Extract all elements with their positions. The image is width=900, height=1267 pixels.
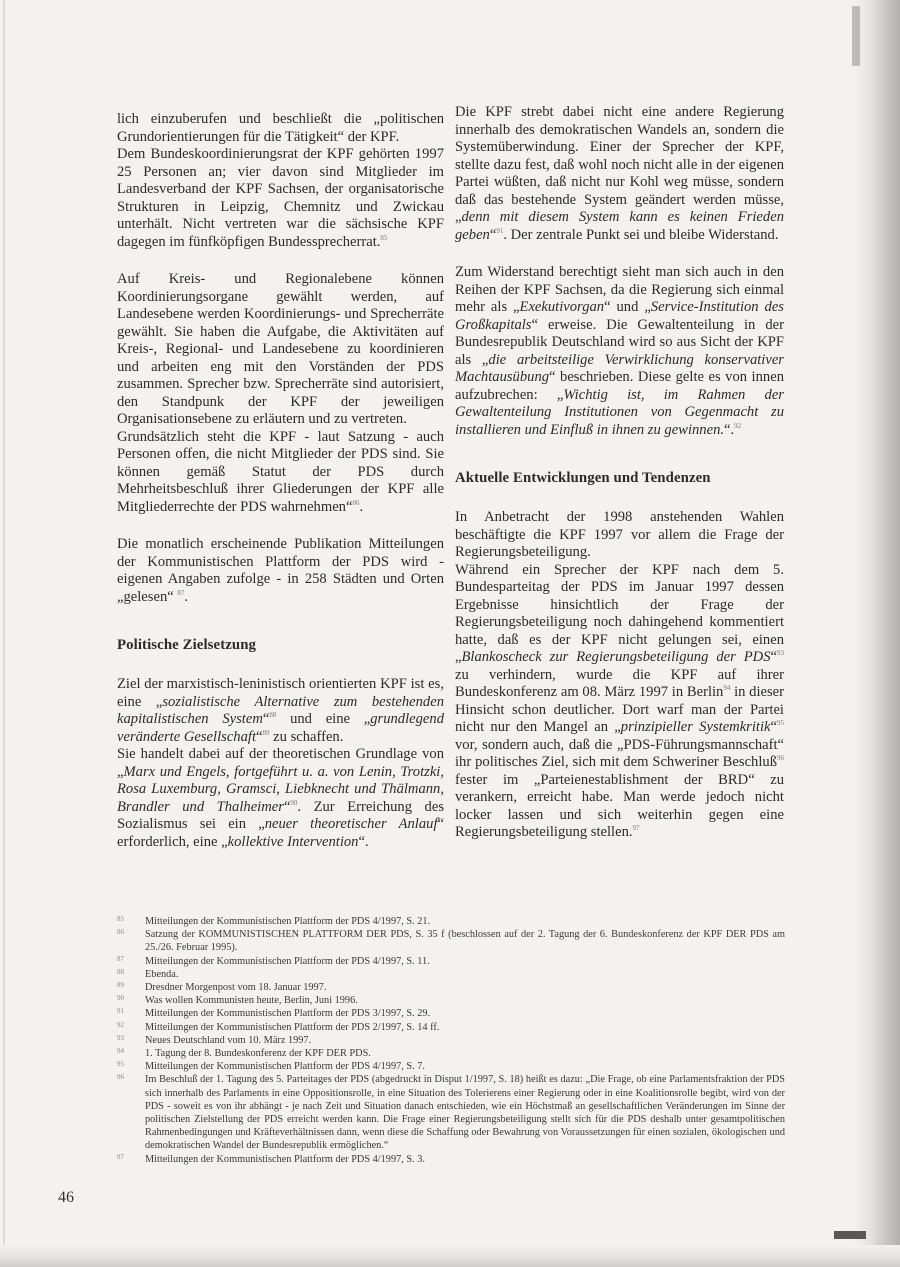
- paragraph: Während ein Sprecher der KPF nach dem 5. Bundesparteitag der PDS im Januar 1997 dessen Ergebnisse hinsichtlich der Frage der Regierungsbeteiligung noch dahingehend kommentiert hatte, daß es der KPF nicht gelungen sei, einen „Blankoscheck zur Regierungsbeteiligung der PDS“$^{93}$ zu verhindern, wurde die KPF auf ihrer Bundeskonferenz am 08. März 1997 in Berlin$^{94}$ in dieser Hinsicht schon deutlicher. Dort warf man der Partei nicht nur den Mangel an „prinzipieller Systemkritik“$^{95}$ vor, sondern auch, daß die „PDS-Führungsmannschaft“ ihr politisches Ziel, sich mit dem Schweriner Beschluß$^{96}$ fester im „Parteienestablishment der BRD“ zu verankern, erreicht habe. Man werde jedoch nicht locker lassen und sich weiterhin gegen eine Regierungsbeteiligung stellen.$^{97}$: [455, 561, 785, 840]
- footnote: 96 Im Beschluß der 1. Tagung des 5. Parteitages der PDS (abgedruckt in Disput 1/1997, S. 18) heißt es dazu: „Die Frage, ob eine Parlamentsfraktion der PDS sich innerhalb des Parlaments in eine Oppositionsrolle, in eine Situation des Tolerierens einer Regierung oder in eine Koalitionsrolle begibt, wird von der PDS - soweit es von ihr abhängt - je nach Zeit und Situation danach entschieden, wie ein Höchstmaß an gesellschaftlichen Veränderungen im Sinne der politischen Zielstellung der PDS erreicht werden kann. Die Frage einer Regierungsbeteiligung stellt sich für die PDS deshalb unter gesamtpolitischen Rahmenbedingungen und Kräfteverhältnissen dann, wenn diese die Schaffung oder Bewahrung von Voraussetzungen für einen sozialen, ökologischen und demokratischen Wandel der Bundesrepublik ermöglichen.“: [117, 1073, 785, 1152]
- paragraph: lich einzuberufen und beschließt die „politischen Grundorientierungen für die Tätigkeit“ der KPF.: [117, 111, 444, 145]
- footnote: 91 Mitteilungen der Kommunistischen Plattform der PDS 3/1997, S. 29.: [117, 1007, 431, 1020]
- paragraph: Grundsätzlich steht die KPF - laut Satzung - auch Personen offen, die nicht Mitglieder der PDS sind. Sie können gemäß Statut der PDS durch Mehrheitsbeschluß ihrer Gliederungen der KPF alle Mitgliederrechte der PDS wahrnehmen“$^{86}$.: [117, 428, 444, 515]
- left-column: [117, 111, 444, 851]
- footnote: 85 Mitteilungen der Kommunistischen Plattform der PDS 4/1997, S. 21.: [117, 915, 431, 927]
- footnote: 90 Was wollen Kommunisten heute, Berlin, Juni 1996.: [117, 994, 358, 1007]
- footnote-ref[interactable]: 86: [352, 498, 360, 507]
- paragraph: In Anbetracht der 1998 anstehenden Wahlen beschäftigte die KPF 1997 vor allem die Frage der Regierungsbeteiligung.: [455, 509, 784, 560]
- scan-mark-bottom: [834, 1231, 866, 1239]
- footnote: 97 Mitteilungen der Kommunistischen Plattform der PDS 4/1997, S. 3.: [117, 1152, 426, 1165]
- footnote-ref[interactable]: 85: [380, 233, 388, 242]
- footnote: 93 Neues Deutschland vom 10. März 1997.: [117, 1033, 312, 1046]
- footnote-ref[interactable]: 93: [777, 649, 784, 658]
- paragraph: Auf Kreis- und Regionalebene können Koordinierungsorgane gewählt werden, auf Landesebene werden Koordinierungs- und Sprecherräte gewählt. Sie haben die Aufgabe, die Aktivitäten auf Kreis-, Regional- und Landesebene zu koordinieren und arbeiten eng mit den Vorständen der PDS zusammen. Sprecher bzw. Sprecherräte sind autorisiert, den Standpunk der KPF der jeweiligen Organisationsebene zu erläutern und zu vertreten.: [117, 271, 444, 427]
- footnote: 86 Satzung der KOMMUNISTISCHEN PLATTFORM DER PDS, S. 35 f (beschlossen auf der 2. Tagung der 6. Bundeskonferenz der KPF DER PDS am 25./26. Februar 1995).: [117, 928, 785, 954]
- footnote-ref[interactable]: 87: [177, 588, 185, 597]
- paragraph: Ziel der marxistisch-leninistisch orientierten KPF ist es, eine „sozialistische Alternative zum bestehenden kapitalistischen System“$^{88}$ und eine „grundlegend veränderte Gesellschaft“$^{89}$ zu schaffen.: [117, 676, 444, 745]
- footnote-ref[interactable]: 94: [723, 684, 731, 693]
- footnote: 89 Dresdner Morgenpost vom 18. Januar 1997.: [117, 981, 327, 994]
- footnote-ref[interactable]: 91: [496, 226, 504, 235]
- scan-mark-top: [852, 6, 860, 66]
- footnotes: [117, 915, 785, 1166]
- page-number: 46: [58, 1189, 74, 1206]
- paragraph: Die KPF strebt dabei nicht eine andere Regierung innerhalb des demokratischen Wandels an, sondern die Systemüberwindung. Einer der Sprecher der KPF, stellte dazu fest, daß wohl noch nicht alle in der eigenen Partei wüßten, daß nicht nur Kohl weg müsse, sondern daß das bestehende System geändert werden müsse, „denn mit diesem System kann es keinen Frieden geben“$^{91}$. Der zentrale Punkt sei und bleibe Widerstand.: [455, 104, 784, 243]
- section-heading: Aktuelle Entwicklungen und Tendenzen: [455, 470, 711, 486]
- footnote-ref[interactable]: 89: [262, 728, 270, 737]
- scan-right-edge: [854, 0, 900, 1267]
- footnote-ref[interactable]: 96: [777, 754, 784, 763]
- paragraph: Dem Bundeskoordinierungsrat der KPF gehörten 1997 25 Personen an; vier davon sind Mitglieder im Landesverband der KPF Sachsen, der organisatorische Strukturen in Leipzig, Chemnitz und Zwickau unterhält. Nicht vertreten war die sächsische KPF dagegen im fünfköpfigen Bundessprecherrat.$^{85}$: [117, 146, 444, 250]
- footnote: 92 Mitteilungen der Kommunistischen Plattform der PDS 2/1997, S. 14 ff.: [117, 1020, 440, 1033]
- right-column: [455, 104, 784, 842]
- footnote: 94 1. Tagung der 8. Bundeskonferenz der KPF DER PDS.: [117, 1047, 371, 1060]
- section-heading: Politische Zielsetzung: [117, 637, 257, 653]
- footnote-ref[interactable]: 88: [269, 711, 277, 720]
- footnote: 87 Mitteilungen der Kommunistischen Plattform der PDS 4/1997, S. 11.: [117, 954, 430, 967]
- paragraph: Zum Widerstand berechtigt sieht man sich auch in den Reihen der KPF Sachsen, da die Regierung sich einmal mehr als „Exekutivorgan“ und „Service-Institution des Großkapitals“ erweise. Die Gewaltenteilung in der Bundesrepublik Deutschland wird so aus Sicht der KPF als „die arbeitsteilige Verwirklichung konservativer Machtausübung“ beschrieben. Diese gelte es von innen aufzubrechen: „Wichtig ist, im Rahmen der Gewaltenteilung Institutionen von Gegenmacht zu installieren und Einfluß in ihnen zu gewinnen.“.$^{92}$: [455, 264, 784, 438]
- footnote-ref[interactable]: 90: [290, 798, 298, 807]
- footnote-ref[interactable]: 95: [777, 719, 784, 728]
- paragraph: Sie handelt dabei auf der theoretischen Grundlage von „Marx und Engels, fortgeführt u. a. von Lenin, Trotzki, Rosa Luxemburg, Gramsci, Liebknecht und Thälmann, Brandler und Thalheimer“$^{90}$. Zur Erreichung des Sozialismus sei ein „neuer theoretischer Anlauf“ erforderlich, eine „kollektive Intervention“.: [117, 746, 444, 850]
- footnote-ref[interactable]: 97: [632, 824, 640, 833]
- footnote-ref[interactable]: 92: [734, 421, 742, 430]
- scan-bottom-edge: [0, 1245, 900, 1267]
- footnote: 88 Ebenda.: [117, 967, 179, 980]
- paragraph: Die monatlich erscheinende Publikation Mitteilungen der Kommunistischen Plattform der PDS wird - eigenen Angaben zufolge - in 258 Städten und Orten „gelesen“ $^{87}$.: [117, 536, 444, 605]
- scan-left-edge: [3, 0, 5, 1267]
- footnote: 95 Mitteilungen der Kommunistischen Plattform der PDS 4/1997, S. 7.: [117, 1060, 426, 1073]
